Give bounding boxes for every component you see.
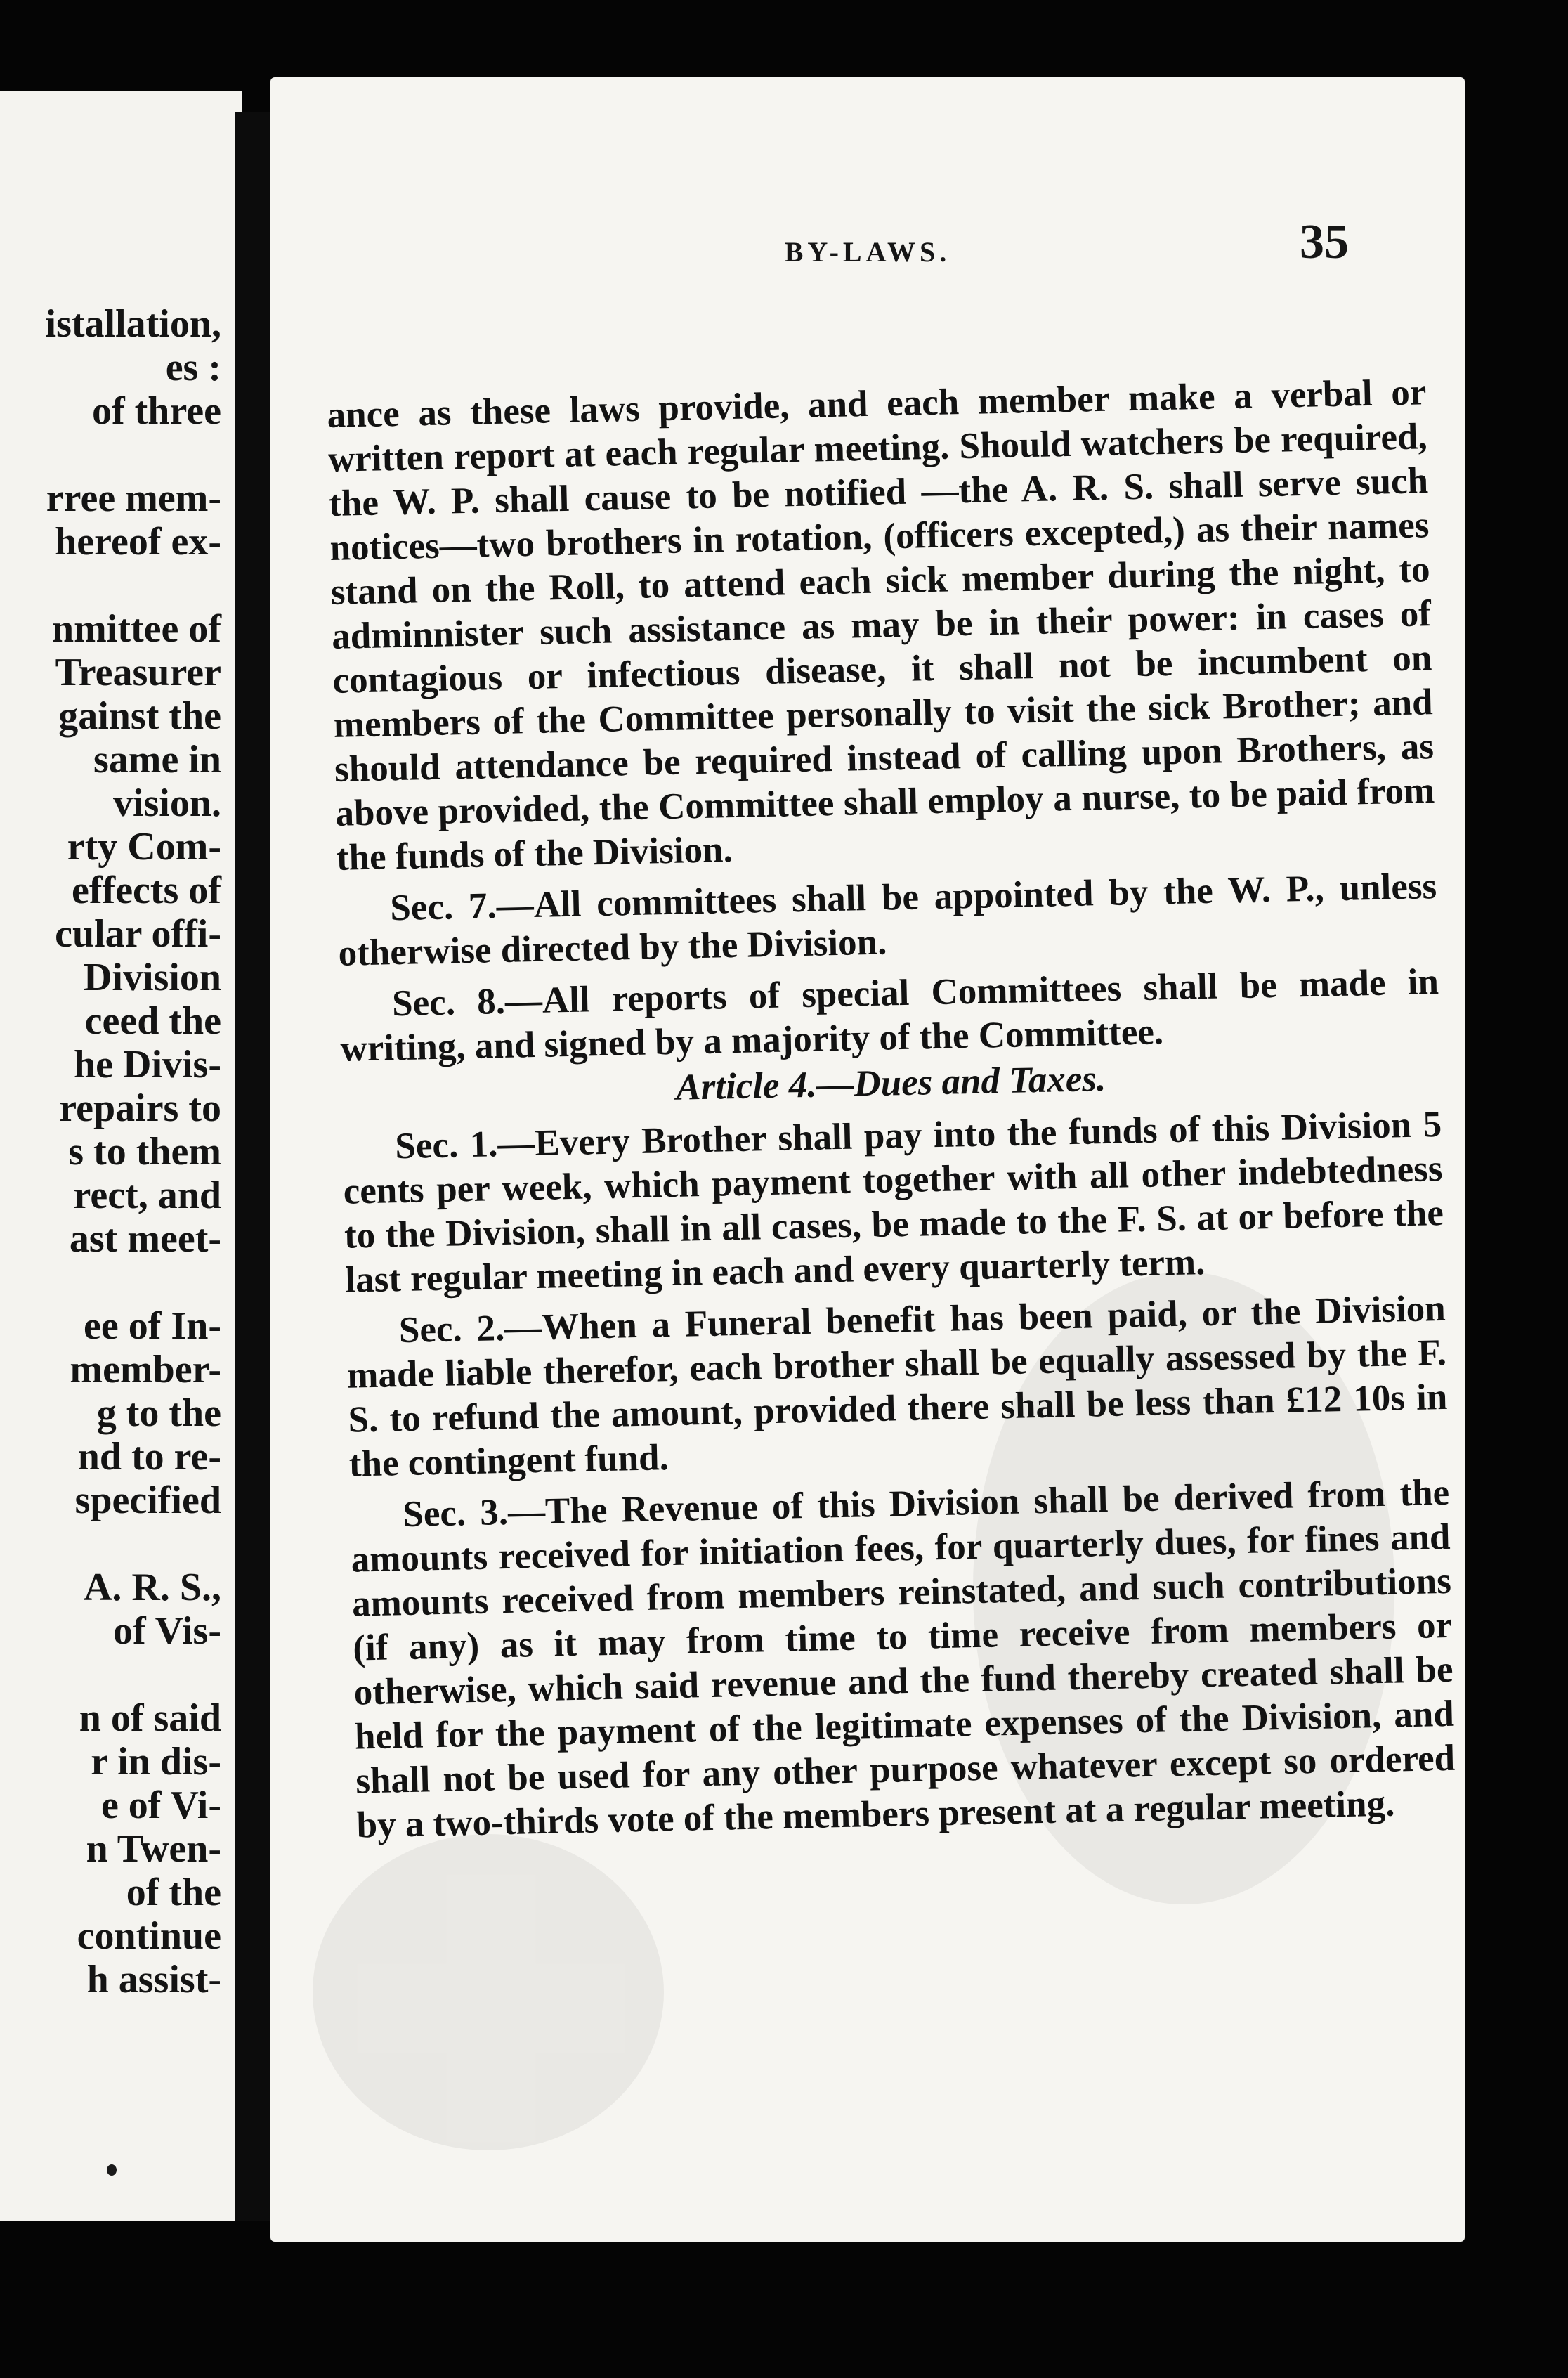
left-page-text [46,302,221,2001]
left-page-line: istallation, [45,302,221,346]
left-page-line: s to them [68,1130,221,1174]
left-page-line: nd to re- [77,1435,221,1479]
left-page-gap [46,1653,221,1696]
left-page-line: gainst the [58,694,221,738]
article-4-section-2: Sec. 2.—When a Funeral benefit has been paid, or the Division made liable therefor, each brother shall be equally assessed by the F. S. to refund the amount, provided there shall be less than £12 10s in the contingent fund. [346,1287,1448,1485]
article-4-section-1: Sec. 1.—Every Brother shall pay into the funds of this Division 5 cents per week, which payment together with all other indebtedness to the Division, shall in all cases, be made to the F. S. at or before the last regular meeting in each and every quarterly term. [343,1103,1444,1301]
left-page-line: of the [126,1871,221,1914]
left-page-line: A. R. S., [83,1566,221,1609]
page-number: 35 [1300,215,1349,269]
ink-speck [107,2164,117,2176]
section-8: Sec. 8.—All reports of special Committees shall be made in writing, and signed by a majority of the Committee. [339,961,1439,1070]
left-page-line: n of said [79,1696,221,1740]
left-page-line: n Twen- [86,1827,221,1871]
left-page-line: Division [83,956,221,999]
left-page-line: ceed the [84,999,221,1043]
left-page-line: es : [165,346,221,389]
left-page-line: g to the [96,1391,221,1435]
left-page-line: ee of In- [84,1304,221,1348]
opening-paragraph: ance as these laws provide, and each member make a verbal or written report at each regular meeting. Should watchers be required, the W. P. shall cause to be notified —the A. R. S. shall serve such notices—two brothers in rotation, (officers excepted,) as their names stand on the Roll, to attend each sick member during the night, to adminnister such assistance as may be in their power: in cases of contagious or infectious disease, it shall not be incumbent on members of the Committee personally to visit the sick Brother; and should attendance be required instead of calling upon Brothers, as above provided, the Committee shall employ a nurse, to be paid from the funds of the Division. [327,372,1435,878]
right-page [270,77,1465,2242]
left-page-gap [46,1522,221,1566]
left-page-line: continue [77,1914,221,1958]
left-page-line: of Vis- [113,1609,221,1653]
article-4-section-3: Sec. 3.—The Revenue of this Division shall be derived from the amounts received for initiation fees, for quarterly dues, for fines and amounts received from members reinstated, and such contributions (if any) as it may from time to time receive from members or otherwise, which said revenue and the fund thereby created shall be held for the payment of the legitimate expenses of the Division, and shall not be used for any other purpose whatever except so ordered by a two-thirds vote of the members present at a regular meeting. [351,1471,1456,1846]
page-stain [313,1834,664,2150]
left-page-gap [46,1261,221,1304]
left-page-line: rree mem- [46,476,221,520]
left-page-line: rty Com- [67,825,221,869]
left-page-line: cular offi- [55,912,221,956]
left-facing-page [0,91,242,2221]
left-page-line: nmittee of [51,607,221,651]
article-heading: Article 4.—Dues and Taxes. [675,1058,1106,1108]
left-page-line: ast meet- [69,1217,221,1261]
left-page-line: rect, and [73,1174,221,1217]
left-page-line: r in dis- [91,1740,221,1784]
left-page-line: of three [92,389,221,433]
running-head: BY-LAWS. [784,236,951,268]
left-page-line: effects of [72,869,221,912]
left-page-line: specified [74,1479,221,1522]
page-body [327,370,1456,1847]
left-page-line: member- [70,1348,221,1391]
left-page-line: same in [93,738,221,781]
left-page-line: Treasurer [55,651,221,694]
left-page-line: repairs to [59,1086,221,1130]
section-7: Sec. 7.—All committees shall be appointed by the W. P., unless otherwise directed by the Division. [338,866,1437,974]
left-page-line: he Divis- [74,1043,221,1086]
left-page-line: hereof ex- [55,520,221,564]
left-page-line: e of Vi- [100,1784,221,1827]
left-page-line: h assist- [86,1958,221,2001]
left-page-gap [46,564,221,607]
left-page-line: vision. [112,781,221,825]
left-page-gap [46,433,221,476]
